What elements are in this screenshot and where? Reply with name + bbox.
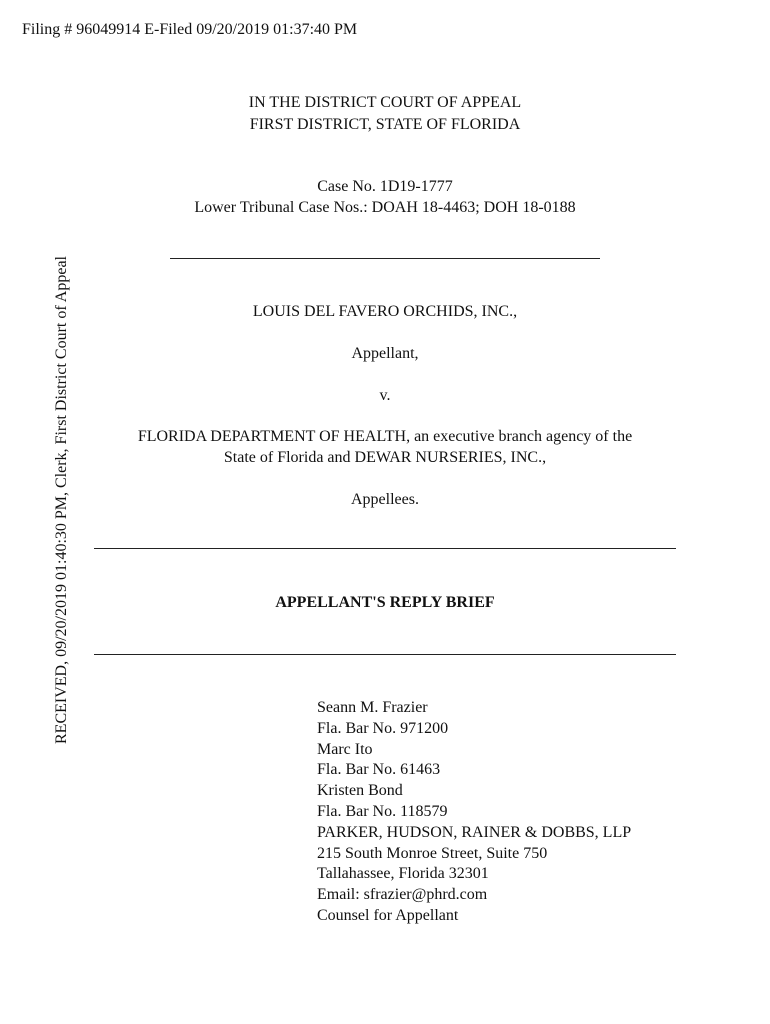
appellee-name-line-1: FLORIDA DEPARTMENT OF HEALTH, an executive branch agency of the [137,428,633,445]
appellant-name: LOUIS DEL FAVERO ORCHIDS, INC., [252,303,518,320]
short-divider [170,258,600,259]
document-title: APPELLANT'S REPLY BRIEF [275,594,495,611]
counsel-line: Email: sfrazier@phrd.com [317,886,488,904]
title-rule-bottom [94,654,676,655]
counsel-line: Tallahassee, Florida 32301 [317,865,489,883]
lower-tribunal-case-numbers: Lower Tribunal Case Nos.: DOAH 18-4463; DOH 18-0188 [194,199,576,216]
versus: v. [379,387,391,404]
appellee-name-line-2: State of Florida and DEWAR NURSERIES, INC., [223,449,547,466]
court-name-line-1: IN THE DISTRICT COURT OF APPEAL [248,94,522,111]
counsel-line: PARKER, HUDSON, RAINER & DOBBS, LLP [317,823,632,841]
appellee-role: Appellees. [351,491,419,508]
counsel-line: 215 South Monroe Street, Suite 750 [317,844,548,862]
efiling-stamp: Filing # 96049914 E-Filed 09/20/2019 01:37:40 PM [22,21,358,38]
counsel-line: Fla. Bar No. 971200 [317,719,449,737]
received-stamp: RECEIVED, 09/20/2019 01:40:30 PM, Clerk, First District Court of Appeal [53,256,70,744]
title-rule-top [94,548,676,549]
case-number: Case No. 1D19-1777 [317,178,453,195]
counsel-line: Seann M. Frazier [317,699,428,716]
counsel-line: Marc Ito [317,740,373,758]
counsel-line: Fla. Bar No. 118579 [317,802,448,820]
appellant-role: Appellant, [351,345,419,362]
court-name-line-2: FIRST DISTRICT, STATE OF FLORIDA [249,116,521,133]
counsel-line: Counsel for Appellant [317,906,459,924]
counsel-line: Kristen Bond [317,782,403,800]
counsel-signature-block [317,698,631,927]
counsel-line: Fla. Bar No. 61463 [317,761,441,779]
